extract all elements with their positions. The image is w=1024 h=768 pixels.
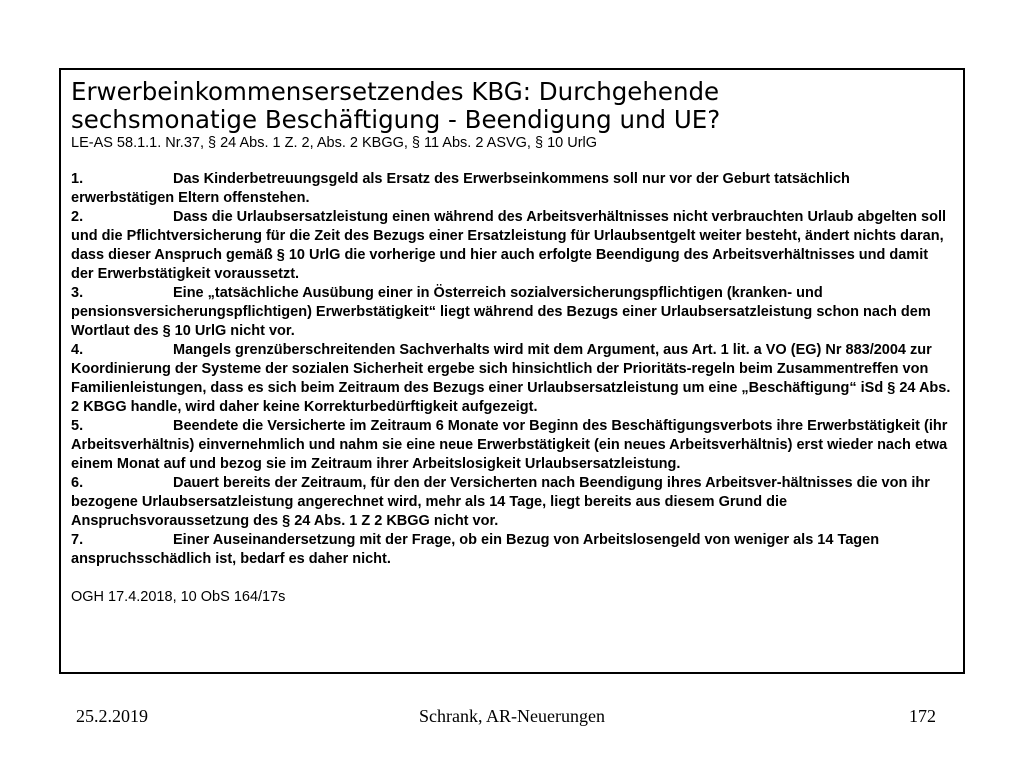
point-text: Das Kinderbetreuungsgeld als Ersatz des Erwerbseinkommens soll nur vor der Geburt tatsächlich erwerbstätigen Eltern offenstehen.	[71, 171, 850, 206]
footer-author: Schrank, AR-Neuerungen	[419, 706, 605, 726]
point-text: Beendete die Versicherte im Zeitraum 6 Monate vor Beginn des Beschäftigungsverbots ihre Erwerbstätigkeit (ihr Arbeitsverhältnis) einvernehmlich und nahm sie eine neue Erwerbstätigkeit (ein neues Arbeitsverhältnis) erst wieder nach etwa einem Monat auf und bezog sie im Zeitraum ihrer Arbeitslosigkeit Urlaubsersatzleistung.	[71, 418, 948, 472]
point-text: Mangels grenzüberschreitenden Sachverhalts wird mit dem Argument, aus Art. 1 lit. a VO (EG) Nr 883/2004 zur Koordinierung der Systeme der sozialen Sicherheit ergebe sich hinsichtlich der Prioritäts-regeln beim Zusammentreffen von Familienleistungen, dass es sich beim Zeitraum des Bezugs einer Urlaubsersatzleistung um eine „Beschäftigung“ iSd § 24 Abs. 2 KBGG handle, wird daher keine Korrekturbedürftigkeit aufgezeigt.	[71, 342, 951, 415]
point-text: Dass die Urlaubsersatzleistung einen während des Arbeitsverhältnisses nicht verbrauchten Urlaub abgelten soll und die Pflichtversicherung für die Zeit des Bezugs einer Ersatzleistung für Urlaubsentgelt weiter besteht, ändert nichts daran, dass dieser Anspruch gemäß § 10 UrlG die vorherige und hier auch erfolgte Beendigung des Arbeitsverhältnisses und damit der Erwerbstätigkeit voraussetzt.	[71, 209, 947, 282]
point-number: 2.	[71, 209, 84, 225]
title-line-1: Erwerbeinkommensersetzendes KBG: Durchgehende	[71, 77, 720, 106]
title-line-2: sechsmonatige Beschäftigung - Beendigung und UE?	[71, 105, 721, 134]
content-box	[59, 68, 965, 674]
page-number: 172	[909, 706, 936, 726]
point-number: 3.	[71, 285, 84, 301]
point-number: 1.	[71, 171, 84, 187]
point-number: 5.	[71, 418, 84, 434]
list-item	[71, 417, 953, 474]
point-number: 7.	[71, 532, 84, 548]
court-reference: OGH 17.4.2018, 10 ObS 164/17s	[71, 589, 286, 605]
list-item	[71, 170, 953, 208]
point-number: 4.	[71, 342, 84, 358]
point-text: Einer Auseinandersetzung mit der Frage, ob ein Bezug von Arbeitslosengeld von weniger als 14 Tagen anspruchsschädlich ist, bedarf es daher nicht.	[71, 532, 880, 567]
footer-date: 25.2.2019	[76, 706, 148, 726]
legal-citation: LE-AS 58.1.1. Nr.37, § 24 Abs. 1 Z. 2, Abs. 2 KBGG, § 11 Abs. 2 ASVG, § 10 UrlG	[71, 135, 598, 151]
point-text: Dauert bereits der Zeitraum, für den der Versicherten nach Beendigung ihres Arbeitsver-hältnisses die von ihr bezogene Urlaubsersatzleistung angerechnet wird, mehr als 14 Tage, liegt bereits aus diesem Grund die Anspruchsvoraussetzung des § 24 Abs. 1 Z 2 KBGG nicht vor.	[71, 475, 930, 529]
point-text: Eine „tatsächliche Ausübung einer in Österreich sozialversicherungspflichtigen (kranken- und pensionsversicherungspflichtigen) Erwerbstätigkeit“ liegt während des Bezugs einer Urlaubsersatzleistung schon nach dem Wortlaut des § 10 UrlG nicht vor.	[71, 285, 931, 339]
points-list	[71, 170, 953, 569]
list-item	[71, 531, 953, 569]
list-item	[71, 284, 953, 341]
list-item	[71, 208, 953, 284]
list-item	[71, 474, 953, 531]
point-number: 6.	[71, 475, 84, 491]
list-item	[71, 341, 953, 417]
slide-title	[71, 78, 953, 134]
